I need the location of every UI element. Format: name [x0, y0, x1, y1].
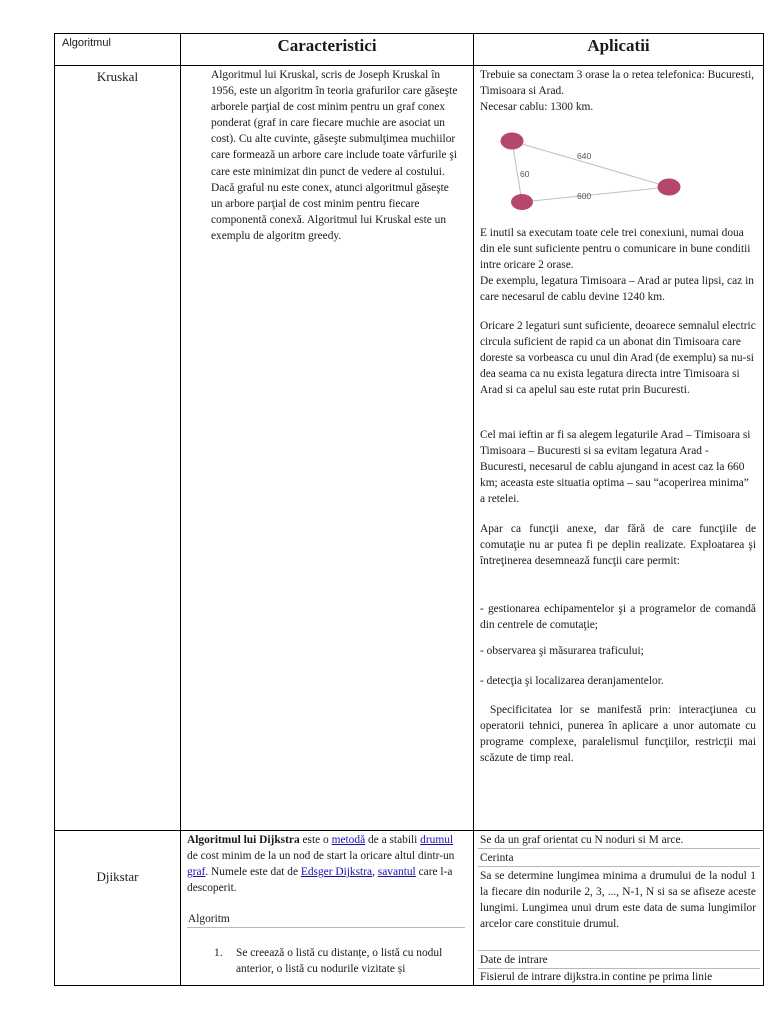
dijkstra-app-date-intrare: Date de intrare	[480, 954, 548, 966]
header-algoritmul: Algoritmul	[62, 37, 111, 49]
dijkstra-app-input-file: Fisierul de intrare dijkstra.in contine pe prima linie	[480, 971, 713, 983]
kruskal-p4-block	[480, 318, 756, 398]
header-aplicatii: Aplicatii	[587, 36, 650, 55]
dijkstra-list-number: 1.	[214, 947, 223, 959]
link-metoda[interactable]: metodă	[331, 834, 366, 846]
header-caracteristici: Caracteristici	[277, 36, 377, 55]
algoritm-heading-rule	[187, 927, 465, 928]
edge-label-640: 640	[577, 151, 592, 161]
kruskal-bullet1-block	[480, 601, 756, 633]
app-sep-2	[478, 866, 760, 867]
kruskal-p7-block	[480, 702, 756, 766]
edge-label-600: 600	[577, 191, 592, 201]
link-drumul[interactable]: drumul	[420, 834, 454, 846]
graph-edge-600	[522, 187, 669, 202]
link-savantul[interactable]: savantul	[377, 866, 416, 879]
graph-node-bottom	[511, 194, 533, 210]
app-sep-3	[478, 950, 760, 951]
kruskal-p7: Specificitatea lor se manifestă prin: interacţiunea cu operatorii tehnici, punerea în aplicare a unor automate cu programe complexe, paralelismul funcţiilor, restricţii mai scăzute de timp real.	[480, 704, 756, 765]
kruskal-bullet1: - gestionarea echipamentelor şi a programelor de comandă din centrele de comutaţie;	[480, 603, 756, 632]
dijkstra-title-bold: Algoritmul lui Dijkstra	[187, 834, 300, 846]
kruskal-description: Algoritmul lui Kruskal, scris de Joseph Kruskal în 1956, este un algoritm în teoria grafurilor care găseşte arborele parţial de cost minim pentru un graf conex ponderat (graf in care fiecare muchie are asociat un cost). Cu alte cuvinte, găseşte submulţimea muchiilor care formează un arbore care include toate vârfurile şi care este minimizat din punct de vedere al costului. Dacă graful nu este conex, atunci algoritmul găseşte un arbore parţial de cost minim pentru fiecare componentă conexă. Algoritmul lui Kruskal este un exemplu de algoritm greedy.	[211, 69, 458, 242]
dijkstra-app-task: Sa se determine lungimea minima a drumului de la nodul 1 la fiecare din nodurile 2, 3, ..., N-1, N si sa se afiseze aceste lungimi. Lungimea unui drum este data de suma lungimilor arcelor care constituie drumul.	[480, 870, 756, 931]
network-graph	[480, 122, 710, 222]
dijkstra-text-2: de a stabili	[365, 834, 421, 846]
header-divider	[54, 65, 764, 66]
dijkstra-text-1: este o	[299, 834, 332, 846]
kruskal-p5-block	[480, 427, 756, 507]
kruskal-applications-p2-block	[480, 225, 756, 305]
app-sep-1	[478, 848, 760, 849]
edge-label-60: 60	[520, 169, 530, 179]
row-divider	[54, 830, 764, 831]
table-border-bottom	[54, 985, 764, 986]
graph-node-top	[501, 133, 524, 150]
kruskal-p5: Cel mai ieftin ar fi sa alegem legaturile Arad – Timisoara si Timisoara – Bucuresti si sa evitam legatura Arad - Bucuresti, necesarul de cablu ajungand in acest caz la 660 km; aceasta este situatia optima – sau “acoperirea minima” a retelei.	[480, 429, 751, 506]
table-border-left	[54, 33, 55, 986]
table-border-top	[54, 33, 764, 34]
row-label-kruskal: Kruskal	[96, 69, 139, 84]
dijkstra-app-cerinta: Cerinta	[480, 852, 514, 864]
kruskal-applications	[480, 67, 756, 115]
dijkstra-algoritm-heading: Algoritm	[188, 913, 230, 925]
dijkstra-text-3: de cost minim de la un nod de start la oricare altul dintr-un	[187, 850, 455, 863]
kruskal-bullet2-block	[480, 643, 756, 659]
dijkstra-text-4: . Numele este dat de	[205, 866, 301, 879]
kruskal-p6: Apar ca funcţii anexe, dar fără de care funcţiile de comutaţie nu ar putea fi pe deplin realizate. Exploatarea şi întreţinerea desemnează funcţii care permit:	[480, 523, 756, 568]
column-divider-2	[473, 33, 474, 986]
dijkstra-app-l1: Se da un graf orientat cu N noduri si M arce.	[480, 834, 684, 846]
dijkstra-text-6: care l-a descoperit.	[187, 866, 453, 895]
kruskal-bullet2: - observarea şi măsurarea traficului;	[480, 645, 644, 657]
graph-node-right	[658, 179, 681, 196]
table-border-right	[763, 33, 764, 986]
row-label-djikstar: Djikstar	[96, 869, 139, 884]
kruskal-characteristics	[211, 67, 463, 244]
dijkstra-definition	[187, 832, 465, 896]
link-edsger-dijkstra[interactable]: Edsger Dijkstra	[300, 866, 373, 879]
column-divider-1	[180, 33, 181, 986]
dijkstra-text-5: ,	[372, 866, 378, 879]
kruskal-p2: E inutil sa executam toate cele trei conexiuni, numai doua din ele sunt suficiente pentru o comunicare in bune conditii intre oricare 2 orase.	[480, 227, 751, 272]
kruskal-bullet3: - detecţia şi localizarea deranjamentelor.	[480, 675, 664, 687]
dijkstra-characteristics	[187, 832, 465, 896]
link-graf[interactable]: graf	[187, 866, 206, 879]
kruskal-cable: Necesar cablu: 1300 km.	[480, 101, 594, 114]
kruskal-p6-block	[480, 521, 756, 569]
kruskal-intro: Trebuie sa conectam 3 orase la o retea telefonica: Bucuresti, Timisoara si Arad.	[480, 69, 755, 98]
kruskal-bullet3-block	[480, 673, 756, 689]
kruskal-p3: De exemplu, legatura Timisoara – Arad ar putea lipsi, caz in care necesarul de cablu devine 1240 km.	[480, 275, 754, 304]
graph-edge-640	[512, 141, 669, 187]
kruskal-p4: Oricare 2 legaturi sunt suficiente, deoarece semnalul electric circula suficient de rapid ca un abonat din Timisoara care doreste sa vorbeasca cu unul din Arad (de exemplu) sa nu-si dea seama ca nu exista legatura directa intre Timisoara si Arad si ca apelul sau este rutat prin Bucuresti.	[480, 320, 756, 397]
dijkstra-list-item: Se creează o listă cu distanțe, o listă cu nodul anterior, o listă cu nodurile vizitate și	[236, 947, 443, 976]
